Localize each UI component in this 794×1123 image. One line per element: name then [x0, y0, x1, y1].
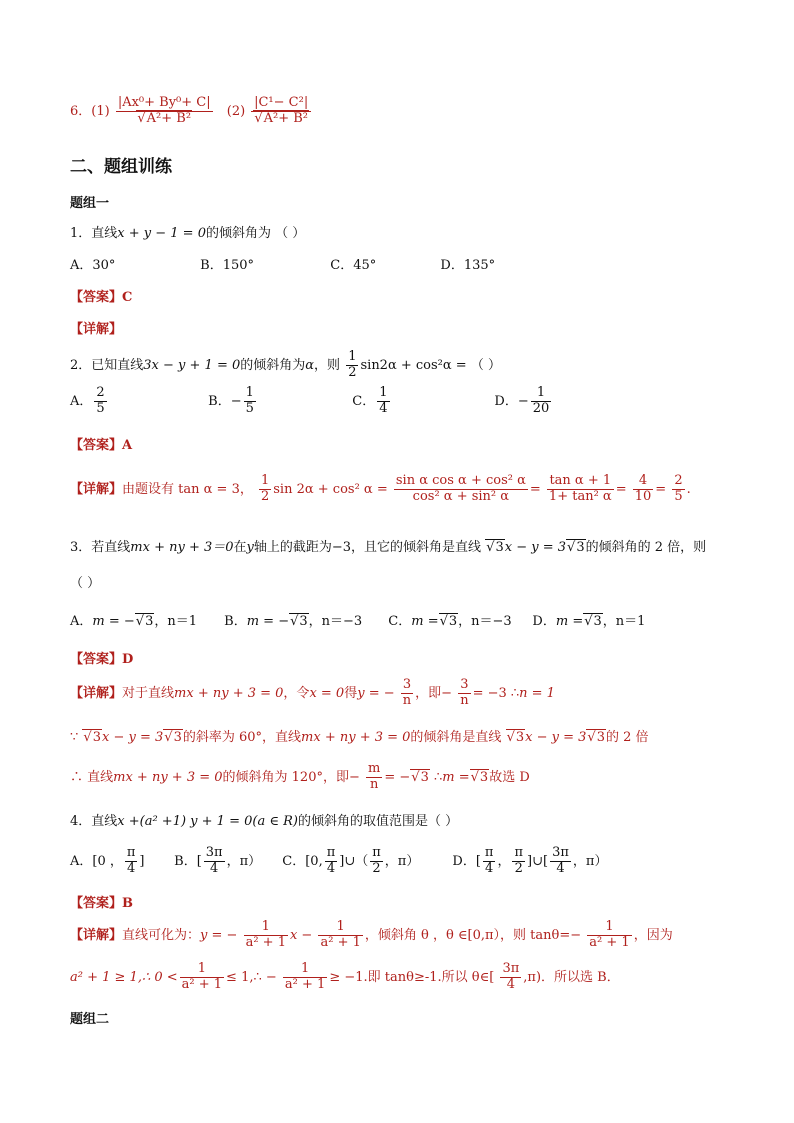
q4-detail-line1: 【详解】直线可化为：y = − $\frac{1}{\text{a² + 1}}$ x − $\frac{1}{\text{a² + 1}}$ ，倾斜角 θ ，θ ∈[0,π），则 tanθ=− $\frac{1}{\text{a² + 1}}$ ，因为 [70, 919, 673, 950]
q3-answer: 【答案】D [70, 652, 134, 667]
q1-answer: 【答案】C [70, 290, 133, 305]
q2-stem: 2．已知直线3x − y + 1 = 0的倾斜角为α，则 $\frac{1}{2}$ sin2α + cos²α = （ ） [70, 349, 501, 380]
q4-stem: 4．直线x +(a² +1) y + 1 = 0(a ∈ R)的倾斜角的取值范围是（ ） [70, 814, 459, 829]
q2-detail: 【详解】由题设有 tan α = 3， $\frac{1}{2}$ sin 2α + cos² α = $\frac{\text{sin α cos α + cos² α}}{\text{cos² α + sin² α}}$ = $\frac{\text{tan α + 1}}{\text{1+ tan² α}}$ = $\frac{4}{10}$ = $\frac{2}{5}$ . [70, 473, 691, 504]
q3-stem: 3．若直线mx + ny + 3＝0在y轴上的截距为−3，且它的倾斜角是直线 √ 3x − y = 3√ 3的倾斜角的 2 倍，则 [70, 536, 706, 555]
q3-detail-line3: ∴ 直线mx + ny + 3 = 0的倾斜角为 120°，即− $\frac{m}{n}$ = −√ 3 ∴m =√ 3故选 D [70, 762, 530, 793]
q4-answer: 【答案】B [70, 896, 133, 911]
q2-answer: 【答案】A [70, 438, 133, 453]
q2-option-c: C． $\frac{1}{4}$ [352, 385, 388, 416]
q1-stem: 1．直线x + y − 1 = 0的倾斜角为 （ ） [70, 226, 306, 241]
q1-option-a: A．30° [70, 258, 116, 273]
q1-option-d: D．135° [440, 258, 496, 273]
q3-option-a: A．m = −√ 3，n＝1 [70, 610, 220, 629]
formula-distance-point: |Ax⁰+ By⁰+ C| √ A²+ B² [116, 96, 213, 127]
q2-option-b: B．− $\frac{1}{5}$ [208, 385, 254, 416]
q4-options [70, 846, 607, 877]
q4-option-b: B．[ $\frac{3\pi}{4}$ ，π） [174, 845, 262, 876]
q3-option-c: C．m =√ 3，n＝−3 [388, 610, 528, 629]
q2-option-d: D．− $\frac{1}{20}$ [494, 385, 550, 416]
q1-option-c: C．45° [330, 258, 377, 273]
q4-detail-line2: a² + 1 ≥ 1,∴ 0 < $\frac{1}{\text{a² + 1}}$ ≤ 1,∴ − $\frac{1}{\text{a² + 1}}$ ≥ −1.即 tanθ≥-1.所以 θ∈[ $\frac{3\pi}{4}$ ,π)．所以选 B． [70, 961, 620, 992]
item-6 [70, 96, 313, 127]
q3-option-b: B．m = −√ 3，n＝−3 [224, 610, 384, 629]
q3-detail-line1: 【详解】对于直线mx + ny + 3 = 0，令x = 0得y = − $\frac{3}{n}$ ，即− $\frac{3}{n}$ = −3 ∴n = 1 [70, 677, 555, 708]
q2-options [70, 386, 553, 417]
q2-option-a: A． $\frac{2}{5}$ [70, 385, 105, 416]
q3-option-d: D．m =√ 3，n＝1 [532, 610, 645, 629]
q1-option-b: B．150° [200, 258, 255, 273]
q1-options [70, 254, 495, 273]
item-6-label: 6．(1) [70, 103, 110, 119]
q4-option-c: C．[0, $\frac{\pi}{4}$ ]∪（ $\frac{\pi}{2}$ ，π） [282, 845, 420, 876]
q3-paren: （ ） [70, 576, 101, 591]
q3-detail-line2: ∵ √ 3x − y = 3√ 3的斜率为 60°，直线mx + ny + 3 = 0的倾斜角是直线 √ 3x − y = 3√ 3的 2 倍 [70, 726, 649, 745]
q4-option-a: A．[0 ， $\frac{\pi}{4}$ ] [70, 845, 145, 876]
q1-detail: 【详解】 [70, 322, 123, 337]
group-2-title: 题组二 [70, 1012, 110, 1027]
section-title: 二、题组训练 [70, 157, 172, 177]
formula-distance-parallel: |C¹− C²| √ A²+ B² [251, 96, 311, 127]
group-1-title: 题组一 [70, 196, 110, 211]
q3-options [70, 610, 645, 629]
item-6-part2-label: (2) [226, 103, 246, 119]
q4-option-d: D．[ $\frac{\pi}{4}$ ， $\frac{\pi}{2}$ ]∪[ $\frac{3\pi}{4}$ ，π） [452, 845, 608, 876]
